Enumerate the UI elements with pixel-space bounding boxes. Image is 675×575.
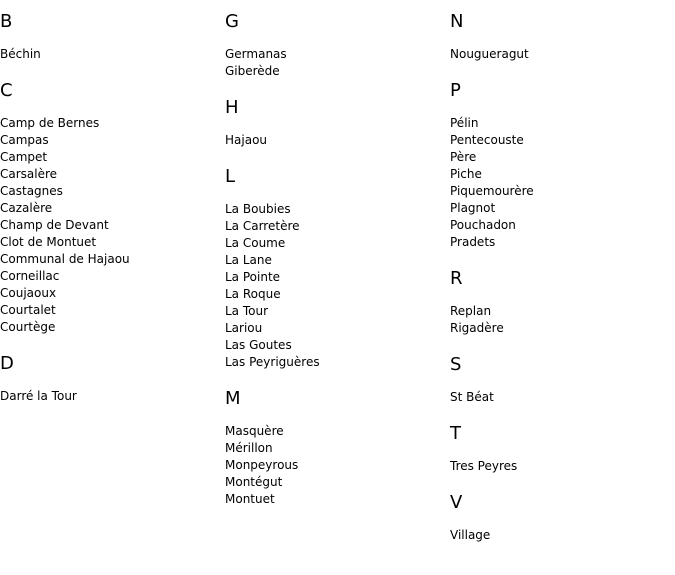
letter-group <box>450 492 675 544</box>
letter-group <box>450 354 675 406</box>
place-link[interactable]: Germanas <box>225 47 287 61</box>
place-link[interactable]: Lariou <box>225 321 263 335</box>
place-link[interactable]: Campas <box>0 133 49 147</box>
place-list <box>450 115 675 251</box>
place-link[interactable]: Pouchadon <box>450 218 516 232</box>
letter-heading: C <box>0 80 13 101</box>
place-link[interactable]: Giberède <box>225 64 280 78</box>
place-link[interactable]: Pélin <box>450 116 479 130</box>
place-link[interactable]: Clot de Montuet <box>0 235 97 249</box>
place-list <box>225 423 450 508</box>
place-list <box>0 388 225 405</box>
letter-heading: T <box>450 423 461 444</box>
place-link[interactable]: Castagnes <box>0 184 63 198</box>
place-link[interactable]: Camp de Bernes <box>0 116 100 130</box>
place-link[interactable]: Champ de Devant <box>0 218 109 232</box>
place-link[interactable]: Béchin <box>0 47 41 61</box>
place-list <box>225 201 450 371</box>
place-link[interactable]: Campet <box>0 150 48 164</box>
place-link[interactable]: Courtalet <box>0 303 56 317</box>
place-link[interactable]: La Lane <box>225 253 272 267</box>
place-link[interactable]: Nougueragut <box>450 47 529 61</box>
letter-heading: D <box>0 353 14 374</box>
place-link[interactable]: Pradets <box>450 235 496 249</box>
index-column-1 <box>0 0 225 422</box>
letter-heading: N <box>450 11 464 32</box>
place-link[interactable]: Montégut <box>225 475 283 489</box>
place-link[interactable]: Village <box>450 528 491 542</box>
place-link[interactable]: Montuet <box>225 492 275 506</box>
place-link[interactable]: Carsalère <box>0 167 58 181</box>
place-link[interactable]: Rigadère <box>450 321 504 335</box>
letter-heading: S <box>450 354 462 375</box>
letter-group <box>450 268 675 337</box>
letter-group <box>450 423 675 475</box>
place-link[interactable]: Masquère <box>225 424 284 438</box>
place-link[interactable]: La Tour <box>225 304 269 318</box>
place-link[interactable]: Las Peyriguères <box>225 355 320 369</box>
place-list <box>450 527 675 544</box>
place-link[interactable]: Père <box>450 150 477 164</box>
place-link[interactable]: Darré la Tour <box>0 389 77 403</box>
letter-heading: R <box>450 268 463 289</box>
letter-group <box>225 388 450 508</box>
place-link[interactable]: Plagnot <box>450 201 496 215</box>
place-link[interactable]: La Boubies <box>225 202 291 216</box>
place-link[interactable]: Coujaoux <box>0 286 57 300</box>
place-link[interactable]: Hajaou <box>225 133 268 147</box>
place-list <box>450 458 675 475</box>
place-link[interactable]: La Roque <box>225 287 281 301</box>
place-list <box>225 132 450 149</box>
letter-group <box>450 80 675 251</box>
letter-group <box>225 166 450 371</box>
place-list <box>0 115 225 336</box>
letter-heading: P <box>450 80 461 101</box>
place-link[interactable]: Piche <box>450 167 482 181</box>
place-list <box>225 46 450 80</box>
letter-heading: B <box>0 11 13 32</box>
letter-heading: L <box>225 166 236 187</box>
place-link[interactable]: Tres Peyres <box>450 459 518 473</box>
letter-heading: G <box>225 11 239 32</box>
place-link[interactable]: Communal de Hajaou <box>0 252 130 266</box>
place-link[interactable]: Courtège <box>0 320 56 334</box>
letter-group <box>450 11 675 63</box>
letter-group <box>0 11 225 63</box>
index-column-3 <box>450 0 675 561</box>
letter-heading: V <box>450 492 463 513</box>
place-link[interactable]: Monpeyrous <box>225 458 299 472</box>
letter-group <box>0 353 225 405</box>
letter-heading: M <box>225 388 241 409</box>
place-link[interactable]: Pentecouste <box>450 133 524 147</box>
letter-group <box>225 11 450 80</box>
place-link[interactable]: Cazalère <box>0 201 53 215</box>
place-link[interactable]: Piquemourère <box>450 184 534 198</box>
place-link[interactable]: Replan <box>450 304 492 318</box>
letter-heading: H <box>225 97 239 118</box>
place-list <box>0 46 225 63</box>
place-link[interactable]: St Béat <box>450 390 494 404</box>
place-link[interactable]: Corneillac <box>0 269 60 283</box>
letter-group <box>225 97 450 149</box>
place-link[interactable]: La Pointe <box>225 270 281 284</box>
place-list <box>450 389 675 406</box>
place-list <box>450 303 675 337</box>
letter-group <box>0 80 225 336</box>
place-link[interactable]: La Carretère <box>225 219 300 233</box>
index-column-2 <box>225 0 450 525</box>
place-list <box>450 46 675 63</box>
place-link[interactable]: Mérillon <box>225 441 273 455</box>
place-link[interactable]: La Coume <box>225 236 286 250</box>
place-link[interactable]: Las Goutes <box>225 338 292 352</box>
